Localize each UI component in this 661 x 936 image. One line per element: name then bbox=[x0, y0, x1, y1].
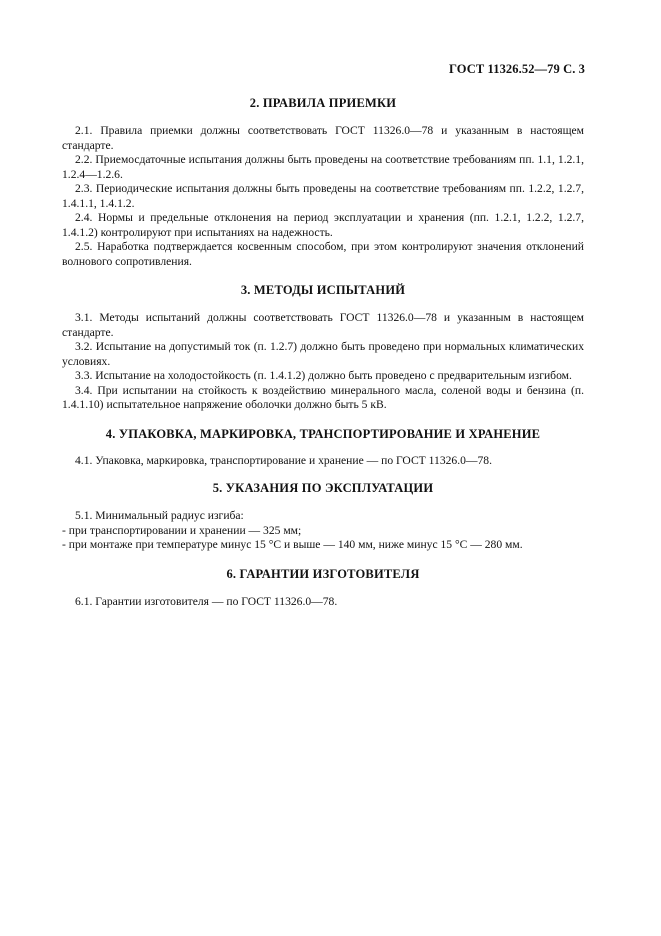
paragraph-2-2: 2.2. Приемосдаточные испытания должны быть проведены на соответствие требованиям пп. 1.1, 1.2.1, 1.2.4—1.2.6. bbox=[62, 153, 584, 181]
paragraph-2-5: 2.5. Наработка подтверждается косвенным способом, при этом контролируют значения отклонений волнового сопротивления. bbox=[62, 240, 584, 268]
section-title: 5. УКАЗАНИЯ ПО ЭКСПЛУАТАЦИИ bbox=[212, 481, 434, 495]
list-item: - при монтаже при температуре минус 15 °С и выше — 140 мм, ниже минус 15 °С — 280 мм. bbox=[62, 538, 523, 551]
paragraph-3-4: 3.4. При испытании на стойкость к воздействию минерального масла, соленой воды и бензина (п. 1.4.1.10) испытательное напряжение оболочки должно быть 5 кВ. bbox=[62, 383, 584, 411]
paragraph-5-1: 5.1. Минимальный радиус изгиба: bbox=[75, 509, 244, 522]
paragraph-3-1: 3.1. Методы испытаний должны соответствовать ГОСТ 11326.0—78 и указанным в настоящем стандарте. bbox=[62, 311, 584, 339]
paragraph-3-2: 3.2. Испытание на допустимый ток (п. 1.2.7) должно быть проведено при нормальных климатических условиях. bbox=[62, 340, 584, 368]
page-header: ГОСТ 11326.52—79 С. 3 bbox=[449, 62, 585, 76]
paragraph-2-4: 2.4. Нормы и предельные отклонения на период эксплуатации и хранения (пп. 1.2.1, 1.2.2, 1.2.7, 1.4.1.2) контролируют при испытаниях на надежность. bbox=[62, 211, 584, 239]
document-body bbox=[62, 96, 584, 609]
section-title: 3. МЕТОДЫ ИСПЫТАНИЙ bbox=[240, 283, 406, 297]
section-title: 4. УПАКОВКА, МАРКИРОВКА, ТРАНСПОРТИРОВАНИЕ И ХРАНЕНИЕ bbox=[105, 426, 541, 441]
section-operation bbox=[62, 481, 584, 553]
section-title: 2. ПРАВИЛА ПРИЕМКИ bbox=[249, 96, 397, 110]
section-packaging bbox=[62, 427, 584, 469]
paragraph-2-3: 2.3. Периодические испытания должны быть проведены на соответствие требованиям пп. 1.2.2, 1.2.7, 1.4.1.1, 1.4.1.2. bbox=[62, 182, 584, 210]
list-item: - при транспортировании и хранении — 325 мм; bbox=[62, 523, 302, 537]
paragraph-6-1: 6.1. Гарантии изготовителя — по ГОСТ 11326.0—78. bbox=[75, 594, 338, 608]
section-acceptance-rules bbox=[62, 96, 584, 269]
paragraph-3-3: 3.3. Испытание на холодостойкость (п. 1.4.1.2) должно быть проведено с предварительным изгибом. bbox=[75, 369, 572, 382]
paragraph-2-1: 2.1. Правила приемки должны соответствовать ГОСТ 11326.0—78 и указанным в настоящем стандарте. bbox=[62, 124, 584, 152]
paragraph-4-1: 4.1. Упаковка, маркировка, транспортирование и хранение — по ГОСТ 11326.0—78. bbox=[75, 453, 492, 467]
section-warranty bbox=[62, 567, 584, 610]
section-test-methods bbox=[62, 283, 584, 413]
section-title: 6. ГАРАНТИИ ИЗГОТОВИТЕЛЯ bbox=[226, 566, 420, 581]
